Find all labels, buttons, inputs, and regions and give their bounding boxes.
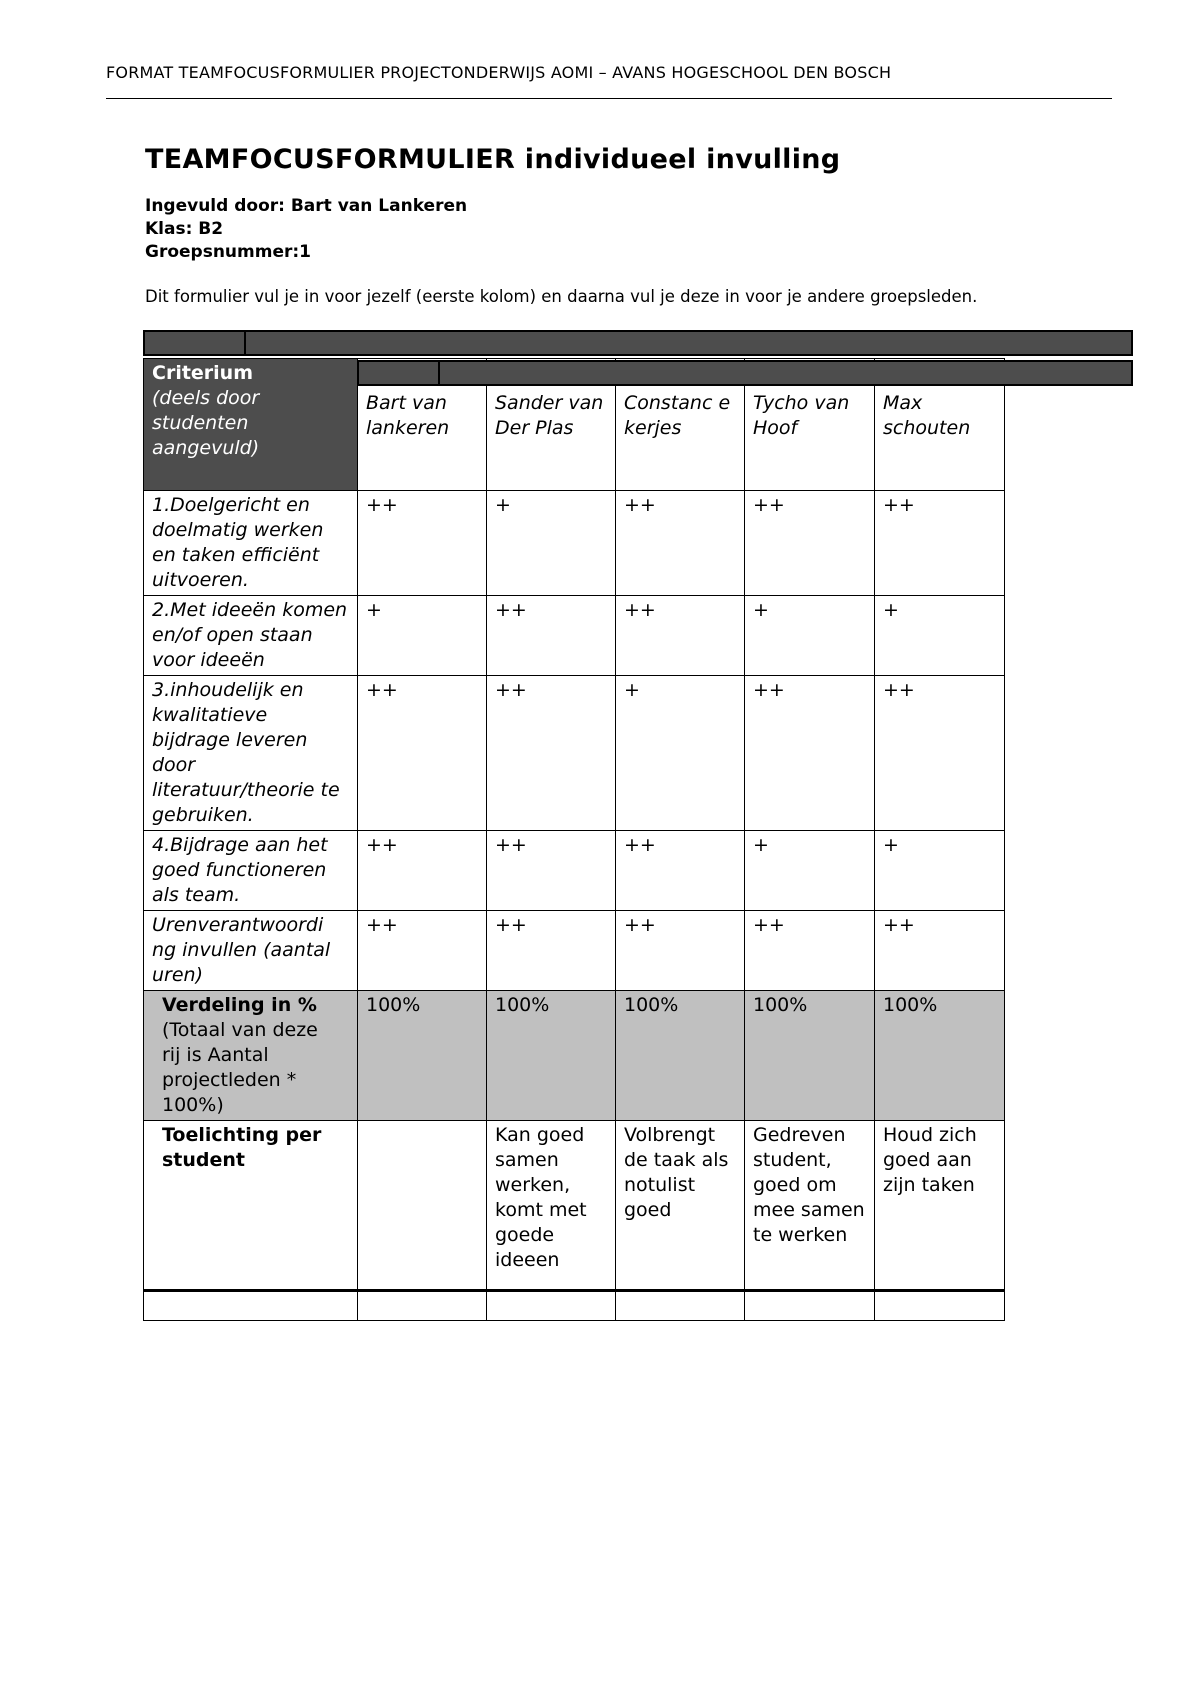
score-cell: ++ xyxy=(487,596,616,676)
score-cell: ++ xyxy=(358,911,487,991)
score-cell: + xyxy=(875,596,1005,676)
toelichting-cell: Volbrengt de taak als notulist goed xyxy=(616,1121,745,1321)
criterion-label: 2.Met ideeën komen en/of open staan voor ideeën xyxy=(144,596,358,676)
criterium-title: Criterium xyxy=(152,362,254,384)
class-label: Klas: B2 xyxy=(145,219,224,239)
percentage-cell: 100% xyxy=(616,991,745,1121)
criterion-label: 1.Doelgericht en doelmatig werken en taken efficiënt uitvoeren. xyxy=(144,491,358,596)
score-cell: ++ xyxy=(745,491,875,596)
toelichting-cell: Kan goed samen werken, komt met goede ideeen xyxy=(487,1121,616,1321)
score-cell: + xyxy=(745,831,875,911)
student-name: Tycho van Hoof xyxy=(745,359,875,491)
toelichting-cell: Houd zich goed aan zijn taken xyxy=(875,1121,1005,1321)
verdeling-subtitle: (Totaal van deze rij is Aantal projectleden * 100%) xyxy=(162,1019,318,1116)
score-cell: ++ xyxy=(616,596,745,676)
student-name: Bart van lankeren xyxy=(358,359,487,491)
score-cell: ++ xyxy=(487,831,616,911)
criterium-subtitle: (deels door studenten aangevuld) xyxy=(152,387,260,459)
header-rule xyxy=(106,98,1112,99)
student-name: Sander van Der Plas xyxy=(487,359,616,491)
score-cell: + xyxy=(358,596,487,676)
table-row xyxy=(144,911,1005,991)
criterium-header xyxy=(144,359,358,491)
score-cell: ++ xyxy=(358,491,487,596)
score-cell: ++ xyxy=(616,491,745,596)
table-row xyxy=(144,676,1005,831)
score-cell: ++ xyxy=(616,911,745,991)
score-cell: ++ xyxy=(487,911,616,991)
criterion-label: Urenverantwoordi ng invullen (aantal uren) xyxy=(144,911,358,991)
score-cell: ++ xyxy=(875,491,1005,596)
table-top-band xyxy=(143,330,1133,356)
criterion-label: 3.inhoudelijk en kwalitatieve bijdrage leveren door literatuur/theorie te gebruiken. xyxy=(144,676,358,831)
student-name: Max schouten xyxy=(875,359,1005,491)
table-row xyxy=(144,491,1005,596)
focus-table xyxy=(143,358,1005,1321)
table-row xyxy=(144,831,1005,911)
filled-by: Ingevuld door: Bart van Lankeren xyxy=(145,196,468,216)
criterion-label: 4.Bijdrage aan het goed functioneren als team. xyxy=(144,831,358,911)
percentage-cell: 100% xyxy=(745,991,875,1121)
page-title: TEAMFOCUSFORMULIER individueel invulling xyxy=(145,144,841,175)
verdeling-label xyxy=(144,991,358,1121)
intro-text: Dit formulier vul je in voor jezelf (eerste kolom) en daarna vul je deze in voor je andere groepsleden. xyxy=(145,287,978,306)
toelichting-label: Toelichting per student xyxy=(144,1121,358,1321)
percentage-cell: 100% xyxy=(358,991,487,1121)
score-cell: ++ xyxy=(616,831,745,911)
score-cell: ++ xyxy=(358,831,487,911)
score-cell: ++ xyxy=(745,676,875,831)
score-cell: ++ xyxy=(875,676,1005,831)
toelichting-cell: Gedreven student, goed om mee samen te werken xyxy=(745,1121,875,1321)
table-row xyxy=(144,596,1005,676)
percentage-cell: 100% xyxy=(875,991,1005,1121)
table-second-band xyxy=(357,360,1133,386)
student-name: Constanc e kerjes xyxy=(616,359,745,491)
table-bottom-rule xyxy=(143,1289,1004,1292)
score-cell: ++ xyxy=(875,911,1005,991)
score-cell: + xyxy=(487,491,616,596)
score-cell: ++ xyxy=(745,911,875,991)
verdeling-title: Verdeling in % xyxy=(162,994,317,1016)
score-cell: ++ xyxy=(487,676,616,831)
group-number: Groepsnummer:1 xyxy=(145,242,312,262)
score-cell: + xyxy=(875,831,1005,911)
verdeling-row xyxy=(144,991,1005,1121)
score-cell: ++ xyxy=(358,676,487,831)
percentage-cell: 100% xyxy=(487,991,616,1121)
score-cell: + xyxy=(745,596,875,676)
score-cell: + xyxy=(616,676,745,831)
page-header: FORMAT TEAMFOCUSFORMULIER PROJECTONDERWIJS AOMI – AVANS HOGESCHOOL DEN BOSCH xyxy=(106,63,892,82)
